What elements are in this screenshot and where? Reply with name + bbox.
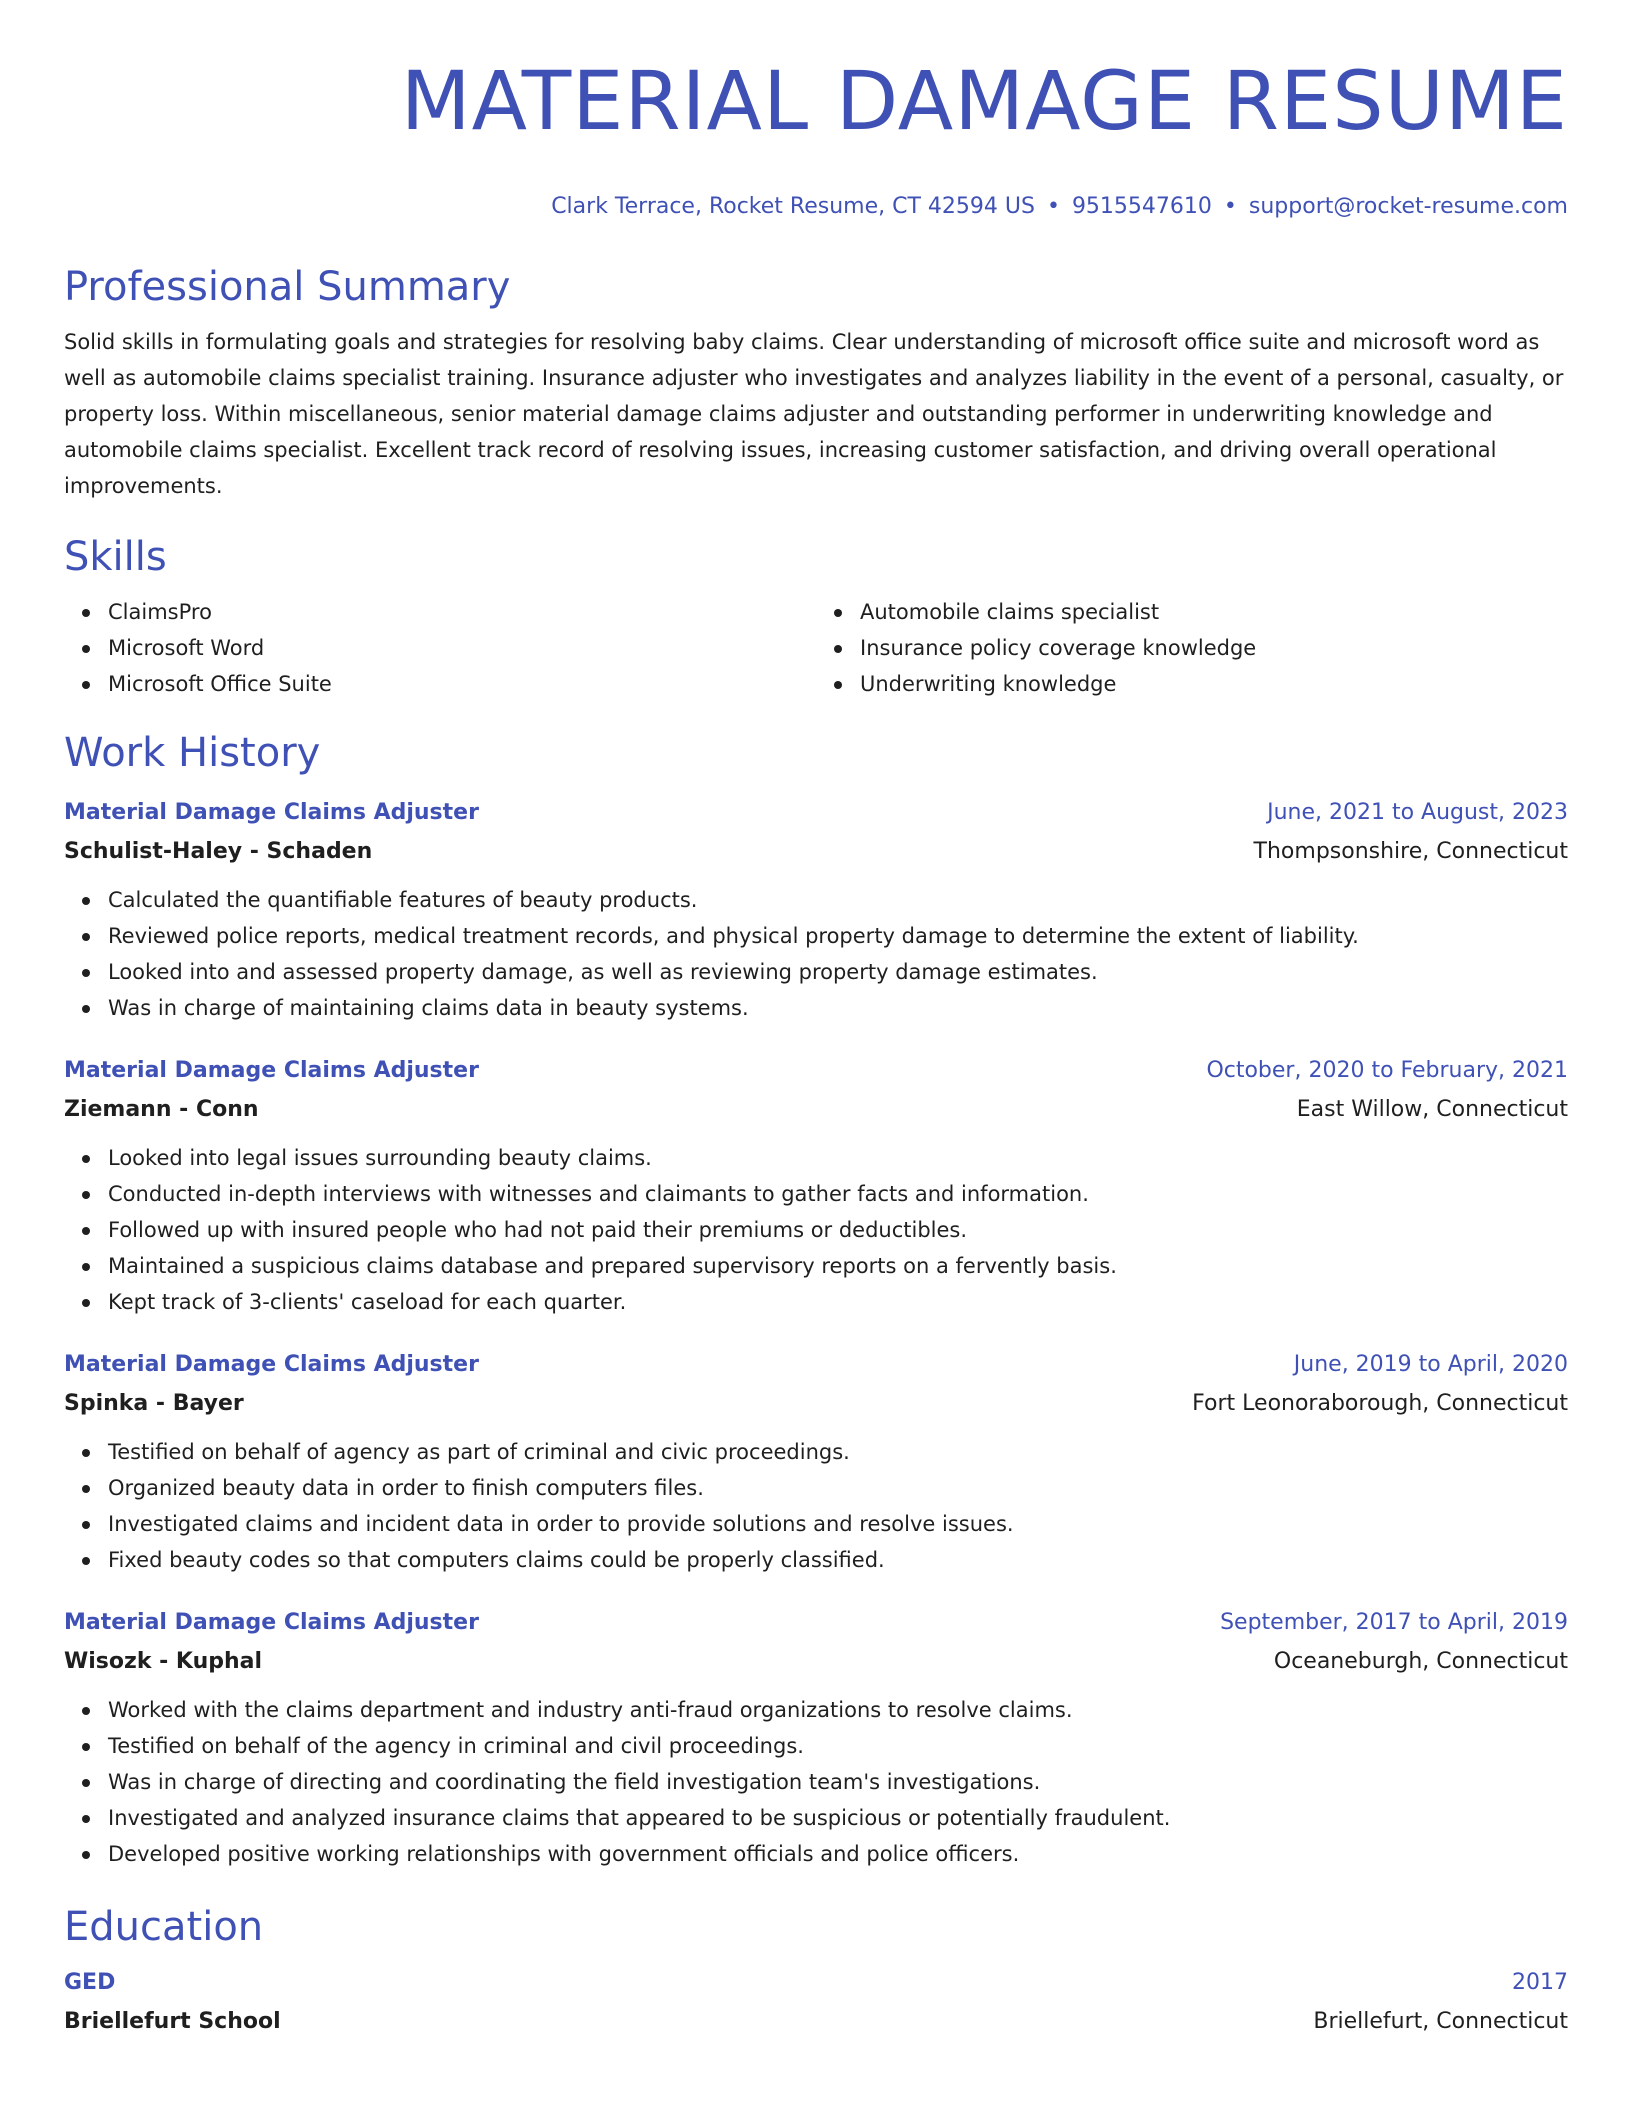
- job-bullet: Testified on behalf of agency as part of criminal and civic proceedings.: [108, 1434, 1568, 1470]
- job-bullets: [64, 1140, 1568, 1320]
- skills-column-right: [816, 594, 1568, 702]
- job-bullet: Kept track of 3-clients' caseload for each quarter.: [108, 1284, 1568, 1320]
- contact-separator: •: [1223, 194, 1237, 219]
- education-heading: Education: [64, 1904, 264, 1950]
- job-bullet: Worked with the claims department and industry anti-fraud organizations to resolve claims.: [108, 1692, 1568, 1728]
- job-bullet: Fixed beauty codes so that computers claims could be properly classified.: [108, 1542, 1568, 1578]
- contact-line: [64, 192, 1568, 222]
- job-dates: September, 2017 to April, 2019: [1220, 1610, 1568, 1635]
- contact-email[interactable]: support@rocket-resume.com: [1248, 194, 1568, 219]
- summary-text: Solid skills in formulating goals and strategies for resolving baby claims. Clear understanding of microsoft office suite and microsoft word as well as automobile claims specialist training. Insurance adjuster who investigates and analyzes liability in the event of a personal, casualty, or property loss. Within miscellaneous, senior material damage claims adjuster and outstanding performer in underwriting knowledge and automobile claims specialist. Excellent track record of resolving issues, increasing customer satisfaction, and driving overall operational improvements.: [64, 330, 1564, 498]
- skills-heading: Skills: [64, 534, 167, 580]
- job-location: Oceaneburgh, Connecticut: [1273, 1649, 1568, 1674]
- job-bullet: Looked into and assessed property damage, as well as reviewing property damage estimates.: [108, 954, 1568, 990]
- job-location: East Willow, Connecticut: [1296, 1097, 1568, 1122]
- skills-column-left: [64, 594, 816, 702]
- job-bullets: [64, 1434, 1568, 1578]
- skill-item: Microsoft Office Suite: [108, 666, 816, 702]
- job-bullet: Developed positive working relationships with government officials and police officers.: [108, 1836, 1568, 1872]
- job-bullet: Conducted in-depth interviews with witnesses and claimants to gather facts and information.: [108, 1176, 1568, 1212]
- contact-separator: •: [1046, 194, 1060, 219]
- skill-item: Microsoft Word: [108, 630, 816, 666]
- job-title: Material Damage Claims Adjuster: [64, 1058, 479, 1083]
- job-dates: October, 2020 to February, 2021: [1206, 1058, 1568, 1083]
- education-degree: GED: [64, 1970, 116, 1995]
- job-bullet: Investigated claims and incident data in order to provide solutions and resolve issues.: [108, 1506, 1568, 1542]
- job-bullet: Investigated and analyzed insurance claims that appeared to be suspicious or potentially fraudulent.: [108, 1800, 1568, 1836]
- job-entry: [64, 794, 1568, 1026]
- skill-item: Insurance policy coverage knowledge: [860, 630, 1568, 666]
- education-year: 2017: [1512, 1970, 1568, 1995]
- contact-address: Clark Terrace, Rocket Resume, CT 42594 US: [551, 194, 1035, 219]
- job-bullet: Followed up with insured people who had not paid their premiums or deductibles.: [108, 1212, 1568, 1248]
- job-location: Thompsonshire, Connecticut: [1253, 839, 1568, 864]
- job-location: Fort Leonoraborough, Connecticut: [1192, 1391, 1568, 1416]
- education-school: Briellefurt School: [64, 2009, 281, 2034]
- skills-list: [64, 594, 1568, 702]
- skill-item: Automobile claims specialist: [860, 594, 1568, 630]
- job-entry: [64, 1346, 1568, 1578]
- job-bullets: [64, 1692, 1568, 1872]
- education-entry: [64, 1964, 1568, 2042]
- job-company: Spinka - Bayer: [64, 1391, 244, 1416]
- job-entry: [64, 1052, 1568, 1320]
- job-entry: [64, 1604, 1568, 1872]
- work-history-heading: Work History: [64, 730, 321, 776]
- contact-phone: 9515547610: [1071, 194, 1212, 219]
- skill-item: Underwriting knowledge: [860, 666, 1568, 702]
- job-title: Material Damage Claims Adjuster: [64, 800, 479, 825]
- job-bullet: Organized beauty data in order to finish computers files.: [108, 1470, 1568, 1506]
- job-bullet: Was in charge of directing and coordinating the field investigation team's investigations.: [108, 1764, 1568, 1800]
- job-dates: June, 2019 to April, 2020: [1293, 1352, 1568, 1377]
- job-company: Schulist-Haley - Schaden: [64, 839, 373, 864]
- skill-item: ClaimsPro: [108, 594, 816, 630]
- job-bullet: Was in charge of maintaining claims data in beauty systems.: [108, 990, 1568, 1026]
- job-bullet: Looked into legal issues surrounding beauty claims.: [108, 1140, 1568, 1176]
- job-bullet: Reviewed police reports, medical treatment records, and physical property damage to determine the extent of liability.: [108, 918, 1568, 954]
- resume-header: [64, 0, 1568, 222]
- job-title: Material Damage Claims Adjuster: [64, 1610, 479, 1635]
- job-bullets: [64, 882, 1568, 1026]
- job-bullet: Calculated the quantifiable features of beauty products.: [108, 882, 1568, 918]
- job-company: Ziemann - Conn: [64, 1097, 259, 1122]
- job-company: Wisozk - Kuphal: [64, 1649, 263, 1674]
- resume-name: MATERIAL DAMAGE RESUME: [400, 55, 1568, 149]
- job-dates: June, 2021 to August, 2023: [1267, 800, 1568, 825]
- job-bullet: Maintained a suspicious claims database and prepared supervisory reports on a fervently basis.: [108, 1248, 1568, 1284]
- summary-heading: Professional Summary: [64, 264, 511, 310]
- education-location: Briellefurt, Connecticut: [1313, 2009, 1568, 2034]
- job-bullet: Testified on behalf of the agency in criminal and civil proceedings.: [108, 1728, 1568, 1764]
- job-title: Material Damage Claims Adjuster: [64, 1352, 479, 1377]
